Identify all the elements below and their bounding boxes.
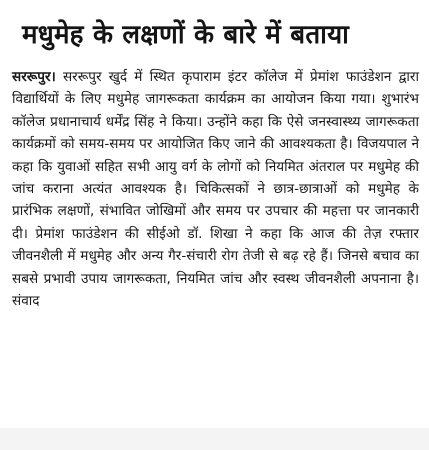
article-body-text: सररूपुर खुर्द में स्थित कृपाराम इंटर कॉलेज में प्रेमांश फाउंडेशन द्वारा विद्यार्थियों के लिए मधुमेह जागरूकता कार्यक्रम का आयोजन किया गया। शुभारंभ कॉलेज प्रधानाचार्य धर्मेंद्र सिंह ने किया। उन्होंने कहा कि ऐसे जनस्वास्थ्य जागरूकता कार्यक्रमों को समय-समय पर आयोजित किए जाने की आवश्यकता है। विजयपाल ने कहा कि युवाओं सहित सभी आयु वर्ग के लोगों को नियमित अंतराल पर मधुमेह की जांच कराना अत्यंत आवश्यक है। चिकित्सकों ने छात्र-छात्राओं को मधुमेह के प्रारंभिक लक्षणों, संभावित जोखिमों और समय पर उपचार की महत्ता पर जानकारी दी। प्रेमांश फाउंडेशन की सीईओ डॉ. शिखा ने कहा कि आज की तेज़ रफ्तार जीवनशैली में मधुमेह और अन्य गैर-संचारी रोग तेजी से बढ़ रहे हैं। जिनसे बचाव का सबसे प्रभावी उपाय जागरूकता, नियमित जांच और स्वस्थ जीवनशैली अपनाना है। संवाद bbox=[12, 69, 419, 310]
article-body bbox=[12, 66, 419, 312]
article-dateline: सररूपुर। bbox=[12, 69, 56, 85]
page-bottom-strip bbox=[0, 428, 429, 450]
article-headline: मधुमेह के लक्षणों के बारे में बताया bbox=[22, 20, 350, 50]
